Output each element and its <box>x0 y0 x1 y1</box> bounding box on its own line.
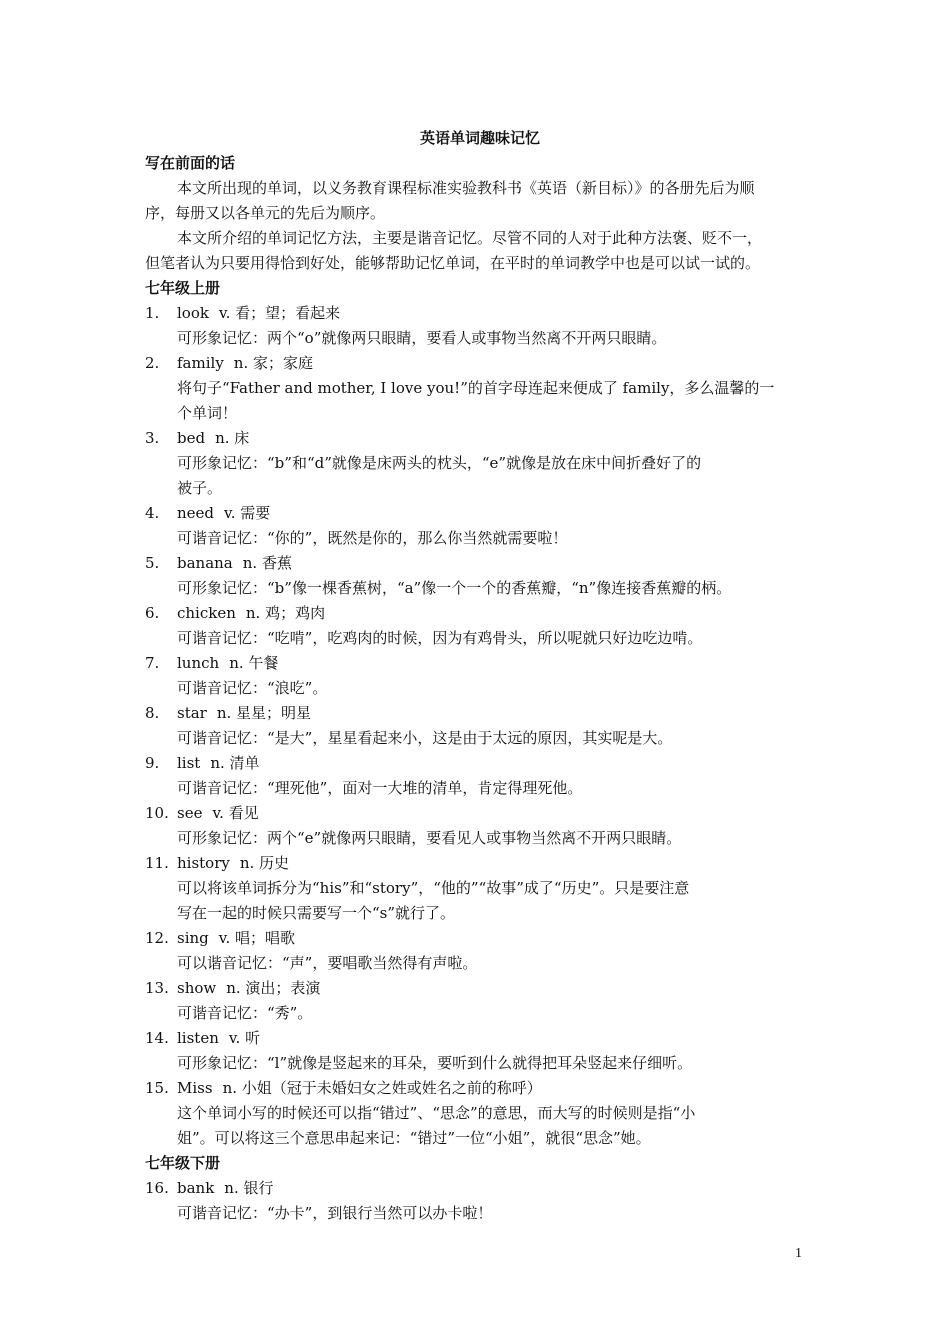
entry-definition: v. 看见 <box>212 804 259 822</box>
entry-word: bank <box>177 1179 215 1197</box>
entry-number: 1. <box>145 304 160 322</box>
page-number: 1 <box>795 1246 802 1261</box>
entry-number: 14. <box>145 1029 169 1047</box>
word-entry <box>145 551 815 576</box>
entry-number: 3. <box>145 429 160 447</box>
entry-word: sing <box>177 929 209 947</box>
note-line: 可形象记忆：两个“o”就像两只眼睛，要看人或事物当然离不开两只眼睛。 <box>177 329 667 347</box>
entry-definition: v. 需要 <box>224 504 271 522</box>
word-entry <box>145 751 815 776</box>
note-line: 可谐音记忆：“吃啃”，吃鸡肉的时候，因为有鸡骨头，所以呢就只好边吃边啃。 <box>177 629 703 647</box>
note-line: 可谐音记忆：“是大”，星星看起来小，这是由于太远的原因，其实呢是大。 <box>177 729 673 747</box>
entry-definition: n. 午餐 <box>229 654 279 672</box>
word-entry <box>145 701 815 726</box>
note-line: 可形象记忆：“b”像一棵香蕉树，“a”像一个一个的香蕉瓣，“n”像连接香蕉瓣的柄。 <box>177 579 732 597</box>
document-page <box>145 126 815 1226</box>
note-line: 可以谐音记忆：“声”，要唱歌当然得有声啦。 <box>177 954 478 972</box>
entry-number: 9. <box>145 754 160 772</box>
entry-word: history <box>177 854 230 872</box>
word-entry <box>145 426 815 451</box>
entry-definition: n. 清单 <box>210 754 260 772</box>
preface-line: 本文所介绍的单词记忆方法，主要是谐音记忆。尽管不同的人对于此种方法褒、贬不一， <box>177 229 763 247</box>
note-line: 可形象记忆：“b”和“d”就像是床两头的枕头，“e”就像是放在床中间折叠好了的 <box>177 454 702 472</box>
preface-heading: 写在前面的话 <box>145 154 236 172</box>
entry-number: 13. <box>145 979 169 997</box>
entry-number: 7. <box>145 654 160 672</box>
entry-definition: v. 看；望；看起来 <box>218 304 341 322</box>
entry-number: 6. <box>145 604 160 622</box>
entry-definition: n. 历史 <box>239 854 290 872</box>
word-entry <box>145 601 815 626</box>
entry-memory-note <box>145 626 815 651</box>
entry-word: family <box>177 354 224 372</box>
entry-memory-note <box>145 826 815 851</box>
entry-definition: n. 鸡；鸡肉 <box>245 604 326 622</box>
note-line: 可形象记忆：两个“e”就像两只眼睛，要看见人或事物当然离不开两只眼睛。 <box>177 829 682 847</box>
preface-line: 序，每册又以各单元的先后为顺序。 <box>145 204 386 222</box>
entry-definition: v. 听 <box>228 1029 261 1047</box>
word-entry <box>145 651 815 676</box>
word-entry <box>145 1176 815 1201</box>
entry-number: 11. <box>145 854 169 872</box>
note-line: 可谐音记忆：“理死他”，面对一大堆的清单，肯定得理死他。 <box>177 779 583 797</box>
entry-word: see <box>177 804 203 822</box>
entry-memory-note <box>145 726 815 751</box>
entry-memory-note <box>145 1051 815 1076</box>
entry-definition: n. 银行 <box>224 1179 274 1197</box>
entry-memory-note <box>145 876 815 926</box>
entry-word: chicken <box>177 604 236 622</box>
word-entry <box>145 301 815 326</box>
note-line: 个单词！ <box>177 404 238 422</box>
note-line: 姐”。可以将这三个意思串起来记：“错过”一位“小姐”，就很“思念”她。 <box>177 1129 651 1147</box>
note-line: 可以将该单词拆分为“his”和“story”，“他的”“故事”成了“历史”。只是要注意 <box>177 879 690 897</box>
word-entry <box>145 351 815 376</box>
entry-number: 16. <box>145 1179 169 1197</box>
word-entry <box>145 801 815 826</box>
entry-word: star <box>177 704 207 722</box>
word-entry <box>145 1026 815 1051</box>
entry-memory-note <box>145 676 815 701</box>
entry-number: 10. <box>145 804 169 822</box>
document-title: 英语单词趣味记忆 <box>419 129 540 147</box>
entry-number: 15. <box>145 1079 169 1097</box>
entry-definition: n. 床 <box>215 429 250 447</box>
entry-memory-note <box>145 951 815 976</box>
entry-number: 12. <box>145 929 169 947</box>
preface-line: 但笔者认为只要用得恰到好处，能够帮助记忆单词，在平时的单词教学中也是可以试一试的。 <box>145 254 761 272</box>
entry-word: lunch <box>177 654 220 672</box>
note-line: 可形象记忆：“l”就像是竖起来的耳朵，要听到什么就得把耳朵竖起来仔细听。 <box>177 1054 693 1072</box>
entry-word: Miss <box>177 1079 213 1097</box>
note-line: 被子。 <box>177 479 223 497</box>
entry-definition: n. 香蕉 <box>242 554 292 572</box>
entry-definition: v. 唱；唱歌 <box>218 929 295 947</box>
entry-word: need <box>177 504 215 522</box>
entry-memory-note <box>145 1201 815 1226</box>
entry-memory-note <box>145 526 815 551</box>
note-line: 可谐音记忆：“你的”，既然是你的，那么你当然就需要啦！ <box>177 529 568 547</box>
entry-memory-note <box>145 1001 815 1026</box>
entry-number: 4. <box>145 504 160 522</box>
note-line: 将句子“Father and mother, I love you!”的首字母连起来便成了 family，多么温馨的一 <box>177 379 775 397</box>
section-heading: 七年级上册 <box>145 279 221 297</box>
entry-word: look <box>177 304 209 322</box>
entry-number: 8. <box>145 704 160 722</box>
entry-definition: n. 星星；明星 <box>216 704 312 722</box>
note-line: 可谐音记忆：“秀”。 <box>177 1004 313 1022</box>
word-entry <box>145 1076 815 1101</box>
section-heading: 七年级下册 <box>145 1154 221 1172</box>
entry-memory-note <box>145 376 815 426</box>
preface-line: 本文所出现的单词，以义务教育课程标准实验教科书《英语（新目标）》的各册先后为顺 <box>177 179 755 197</box>
note-line: 写在一起的时候只需要写一个“s”就行了。 <box>177 904 456 922</box>
entry-definition: n. 家；家庭 <box>233 354 313 372</box>
entry-word: show <box>177 979 217 997</box>
entry-memory-note <box>145 326 815 351</box>
word-entry <box>145 976 815 1001</box>
entry-memory-note <box>145 576 815 601</box>
word-entry <box>145 926 815 951</box>
entry-word: list <box>177 754 201 772</box>
entry-number: 5. <box>145 554 160 572</box>
word-sections <box>145 276 815 1226</box>
entry-memory-note <box>145 1101 815 1151</box>
entry-definition: n. 演出；表演 <box>226 979 321 997</box>
word-entry <box>145 851 815 876</box>
word-entry <box>145 501 815 526</box>
note-line: 这个单词小写的时候还可以指“错过”、“思念”的意思，而大写的时候则是指“小 <box>177 1104 696 1122</box>
entry-word: banana <box>177 554 233 572</box>
note-line: 可谐音记忆：“浪吃”。 <box>177 679 328 697</box>
entry-number: 2. <box>145 354 160 372</box>
note-line: 可谐音记忆：“办卡”，到银行当然可以办卡啦！ <box>177 1204 493 1222</box>
entry-memory-note <box>145 451 815 501</box>
entry-word: bed <box>177 429 206 447</box>
entry-word: listen <box>177 1029 219 1047</box>
entry-memory-note <box>145 776 815 801</box>
entry-definition: n. 小姐（冠于未婚妇女之姓或姓名之前的称呼） <box>222 1079 542 1097</box>
